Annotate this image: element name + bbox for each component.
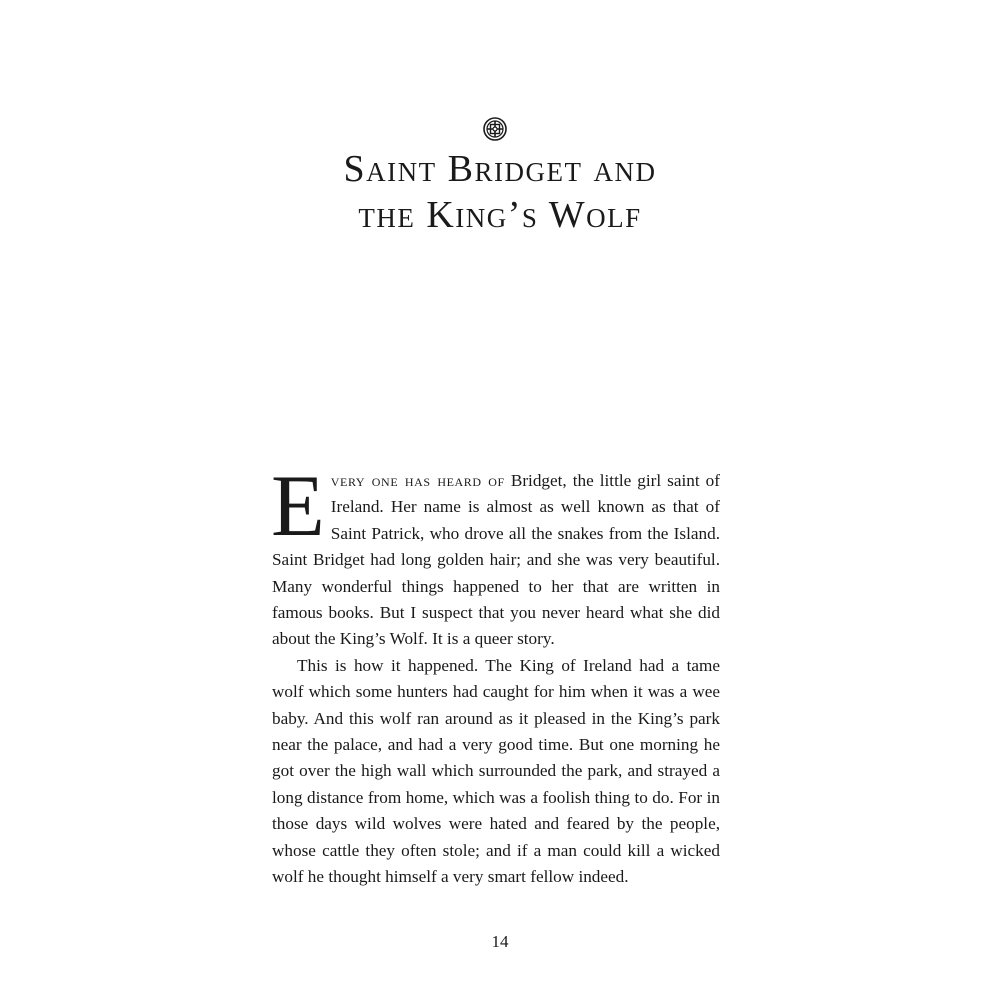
celtic-knot-icon (483, 117, 507, 141)
paragraph-1 (271, 458, 720, 653)
paragraph-2 (272, 653, 720, 891)
paragraph-2-text: This is how it happened. The King of Ireland had a tame wolf which some hunters had caught for him when it was a wee baby. And this wolf ran around as it pleased in the King’s park near the palace, and had a very good time. But one morning he got over the high wall which surrounded the park, and strayed a long distance from home, which was a foolish thing to do. For in those days wild wolves were hated and feared by the people, whose cattle they often stole; and if a man could kill a wicked wolf he thought himself a very smart fellow indeed. (272, 655, 720, 887)
chapter-title-line-2: the King’s Wolf (358, 194, 642, 236)
drop-cap: E (271, 458, 325, 555)
chapter-title (200, 146, 800, 238)
lead-in-small-caps: very one has heard of (330, 471, 505, 490)
page-number: 14 (491, 932, 509, 951)
paragraph-1-text: Bridget, the little girl saint of Ireland. Her name is almost as well known as that of Saint Patrick, who drove all the snakes from the Island. Saint Bridget had long golden hair; and she was very beautiful. Many wonderful things happened to her that are written in famous books. But I suspect that you never heard what she did about the King’s Wolf. It is a queer story. (272, 471, 720, 649)
chapter-title-line-1: Saint Bridget and (343, 148, 657, 190)
body-text (271, 458, 720, 891)
